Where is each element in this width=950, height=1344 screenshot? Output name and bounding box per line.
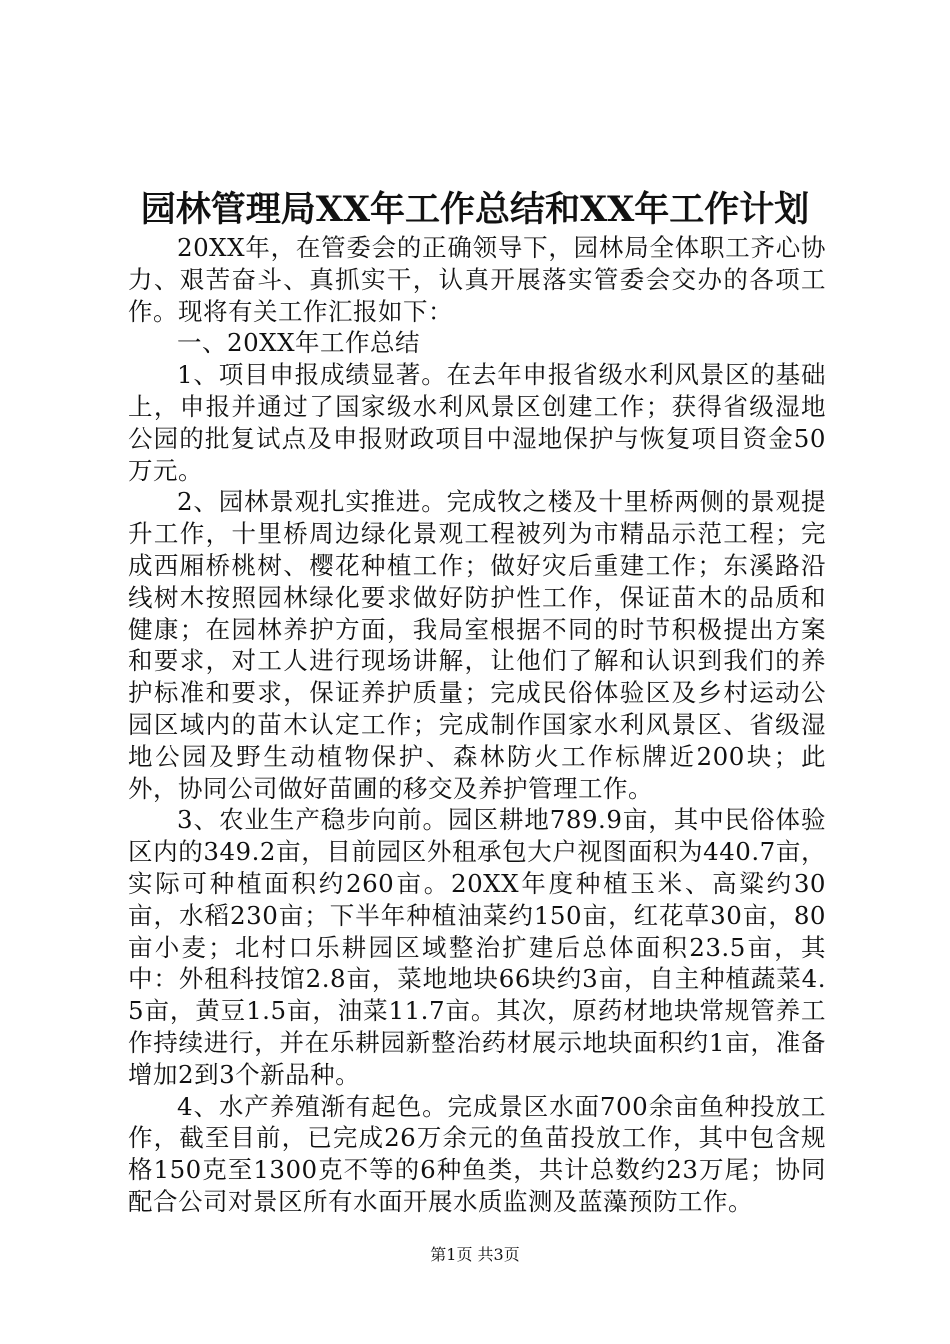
paragraph-intro: 20XX年，在管委会的正确领导下，园林局全体职工齐心协力、艰苦奋斗、真抓实干，认真开展落实管委会交办的各项工作。现将有关工作汇报如下：	[128, 233, 826, 326]
paragraph-item-4: 4、水产养殖渐有起色。完成景区水面700余亩鱼种投放工作，截至目前，已完成26万余元的鱼苗投放工作，其中包含规格150克至1300克不等的6种鱼类，共计总数约23万尾；协同配合公司对景区所有水面开展水质监测及蓝藻预防工作。	[128, 1091, 826, 1216]
page-footer: 第1页 共3页	[430, 1245, 520, 1264]
paragraph-item-1: 1、项目申报成绩显著。在去年申报省级水利风景区的基础上，申报并通过了国家级水利风景区创建工作；获得省级湿地公园的批复试点及申报财政项目中湿地保护与恢复项目资金50万元。	[128, 360, 826, 485]
document-title: 园林管理局XX年工作总结和XX年工作计划	[140, 189, 810, 230]
section-heading: 一、20XX年工作总结	[177, 328, 421, 358]
paragraph-item-3: 3、农业生产稳步向前。园区耕地789.9亩，其中民俗体验区内的349.2亩，目前园区外租承包大户视图面积为440.7亩，实际可种植面积约260亩。20XX年度种植玉米、高粱约30亩，水稻230亩；下半年种植油菜约150亩，红花草30亩，80亩小麦；北村口乐耕园区域整治扩建后总体面积23.5亩，其中：外租科技馆2.8亩，菜地地块66块约3亩，自主种植蔬菜4.5亩，黄豆1.5亩，油菜11.7亩。其次，原药材地块常规管养工作持续进行，并在乐耕园新整治药材展示地块面积约1亩，准备增加2到3个新品种。	[128, 805, 826, 1089]
document-body	[128, 232, 826, 1218]
paragraph-item-2: 2、园林景观扎实推进。完成牧之楼及十里桥两侧的景观提升工作，十里桥周边绿化景观工程被列为市精品示范工程；完成西厢桥桃树、樱花种植工作；做好灾后重建工作；东溪路沿线树木按照园林绿化要求做好防护性工作，保证苗木的品质和健康；在园林养护方面，我局室根据不同的时节积极提出方案和要求，对工人进行现场讲解，让他们了解和认识到我们的养护标准和要求，保证养护质量；完成民俗体验区及乡村运动公园区域内的苗木认定工作；完成制作国家水利风景区、省级湿地公园及野生动植物保护、森林防火工作标牌近200块；此外，协同公司做好苗圃的移交及养护管理工作。	[128, 487, 826, 803]
